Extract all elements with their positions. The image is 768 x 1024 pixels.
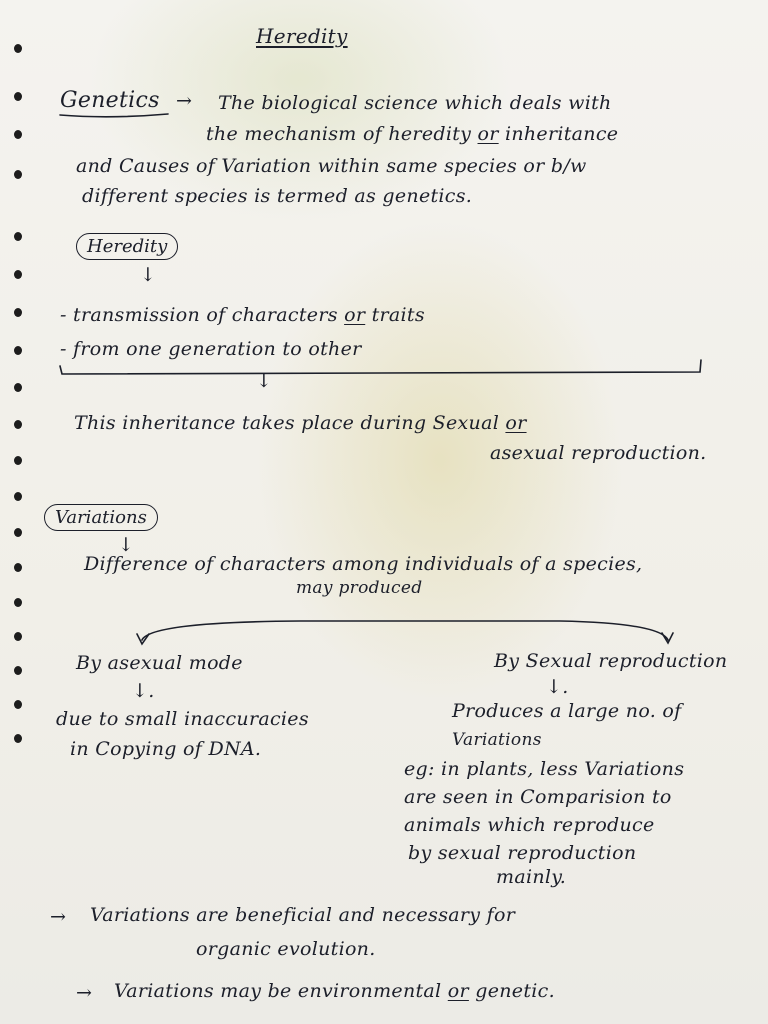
binding-hole [14, 528, 22, 537]
sexual-line-5: animals which reproduce [404, 814, 655, 836]
heredity-bullet-1: - transmission of characters [60, 304, 338, 326]
variation-branch [142, 621, 668, 640]
binding-hole [14, 44, 22, 53]
binding-hole [14, 734, 22, 743]
heredity-brace [60, 360, 701, 374]
note-2-text: Variations may be environmental [114, 980, 442, 1002]
sexual-line-6: by sexual reproduction [408, 842, 637, 864]
inheritance-note-2: asexual reproduction. [490, 442, 707, 464]
genetics-term: Genetics [60, 88, 160, 113]
variations-arrow: ↓ [118, 534, 135, 556]
binding-hole [14, 700, 22, 709]
binding-hole [14, 92, 22, 101]
note-2-arrow: → [76, 982, 93, 1004]
binding-hole [14, 308, 22, 317]
binding-hole [14, 632, 22, 641]
genetics-underline [60, 114, 168, 117]
heredity-bullet-1-or: or [344, 304, 366, 326]
sexual-line-1: Produces a large no. of [452, 700, 682, 722]
heredity-arrow: ↓ [140, 264, 157, 286]
binding-hole [14, 492, 22, 501]
genetics-line-1: The biological science which deals with [218, 92, 612, 114]
sexual-line-3: eg: in plants, less Variations [404, 758, 685, 780]
brace-arrow: ↓ [256, 370, 273, 392]
note-1-line-2: organic evolution. [196, 938, 376, 960]
binding-hole [14, 232, 22, 241]
genetics-line-2: the mechanism of heredity [206, 123, 472, 145]
spiral-binding [0, 0, 30, 1024]
sexual-line-2: Variations [452, 730, 542, 750]
variations-produced: may produced [296, 578, 423, 598]
sexual-line-7: mainly. [496, 866, 567, 888]
binding-hole [14, 598, 22, 607]
variations-bubble: Variations [44, 504, 158, 531]
binding-hole [14, 346, 22, 355]
variations-definition: Difference of characters among individuals of a species, [84, 553, 643, 575]
inheritance-note: This inheritance takes place during Sexual [74, 412, 500, 434]
branch-left-arrow [137, 634, 149, 644]
genetics-line-4: different species is termed as genetics. [82, 185, 473, 207]
heredity-bullet-1-end: traits [371, 304, 425, 326]
note-2-end: genetic. [475, 980, 555, 1002]
heredity-bubble: Heredity [76, 233, 178, 260]
asexual-arrow: ↓. [132, 680, 155, 702]
genetics-line-2-end: inheritance [504, 123, 619, 145]
genetics-line-3: and Causes of Variation within same species or b/w [76, 155, 587, 177]
genetics-arrow: → [176, 90, 193, 112]
binding-hole [14, 666, 22, 675]
page-title: Heredity [256, 24, 348, 48]
binding-hole [14, 563, 22, 572]
sexual-heading: By Sexual reproduction [494, 650, 728, 672]
binding-hole [14, 130, 22, 139]
inheritance-or: or [505, 412, 527, 434]
note-1-arrow: → [50, 906, 67, 928]
branch-right-arrow [662, 633, 673, 643]
heredity-bullet-2: - from one generation to other [60, 338, 362, 360]
asexual-line-2: in Copying of DNA. [70, 738, 262, 760]
asexual-line-1: due to small inaccuracies [56, 708, 309, 730]
binding-hole [14, 420, 22, 429]
binding-hole [14, 170, 22, 179]
binding-hole [14, 383, 22, 392]
sexual-line-4: are seen in Comparision to [404, 786, 672, 808]
asexual-heading: By asexual mode [76, 652, 243, 674]
binding-hole [14, 456, 22, 465]
note-2-or: or [447, 980, 469, 1002]
sexual-arrow: ↓. [546, 676, 569, 698]
note-1-line-1: Variations are beneficial and necessary for [90, 904, 516, 926]
genetics-or: or [477, 123, 499, 145]
binding-hole [14, 270, 22, 279]
